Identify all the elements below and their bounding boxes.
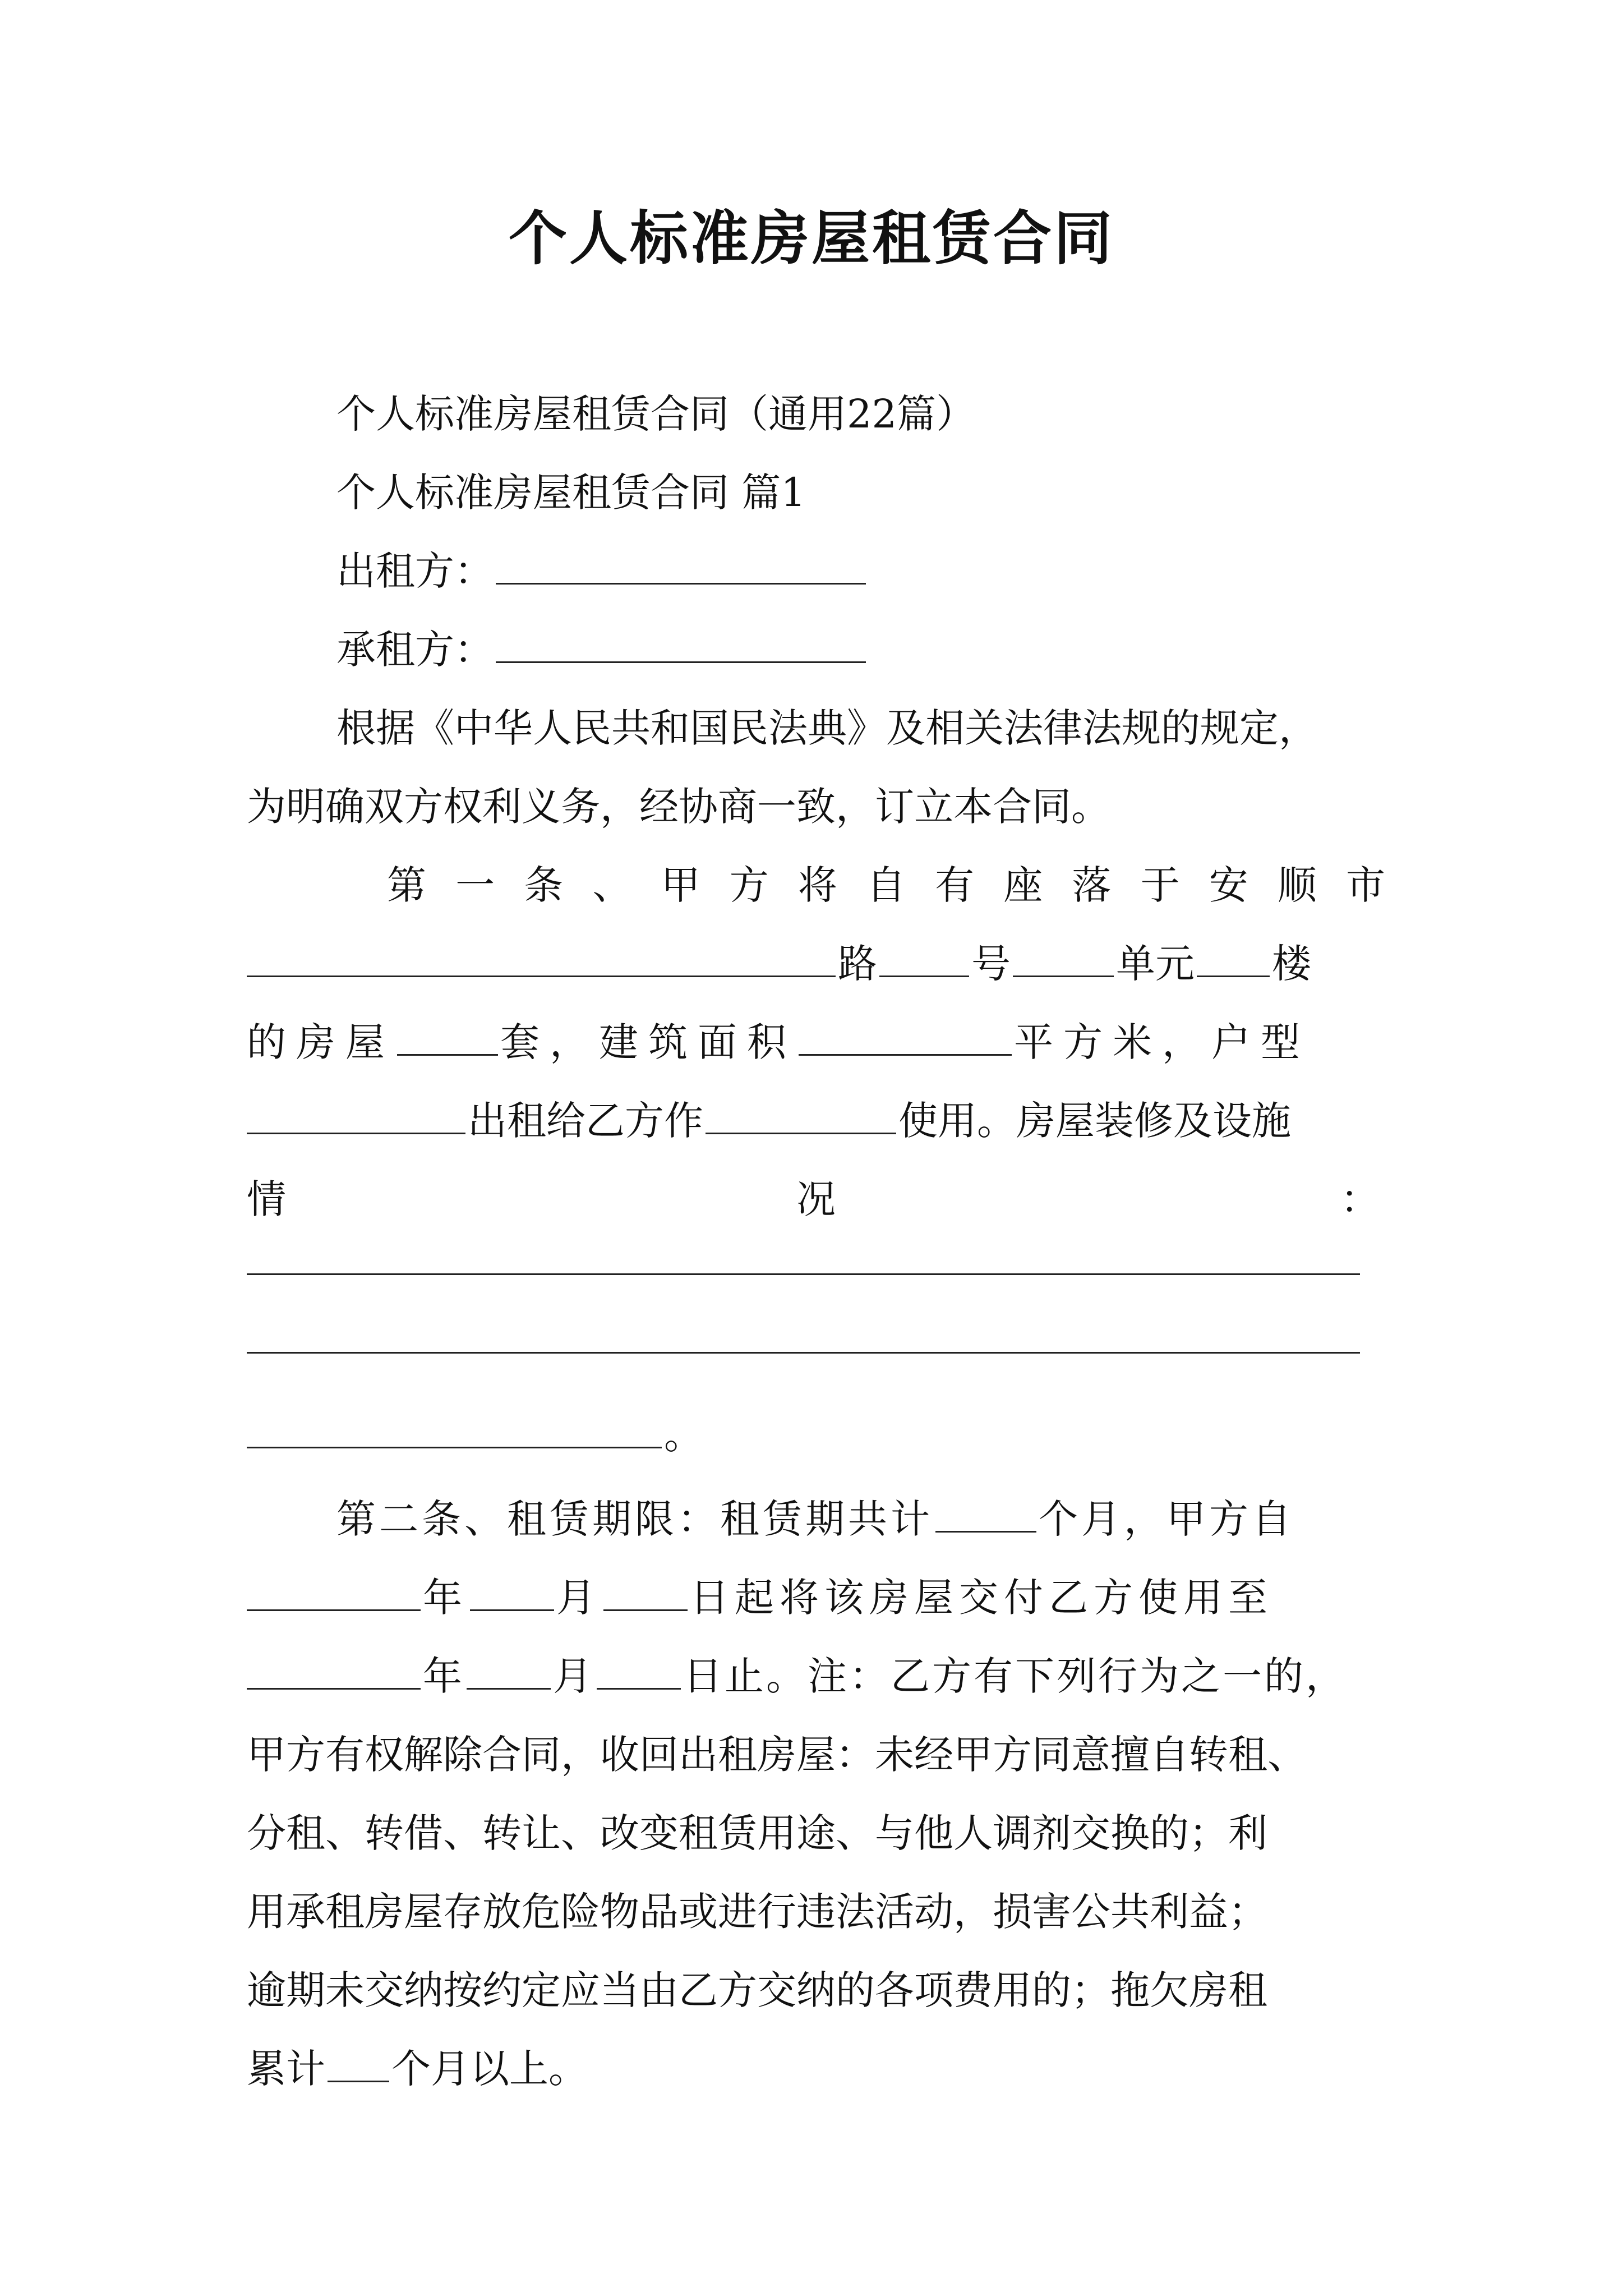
article2-line-4: 甲方有权解除合同，收回出租房屋：未经甲方同意擅自转租、 bbox=[247, 1732, 1307, 1778]
article1-line-4 bbox=[247, 1082, 1385, 1160]
cond-colon: ： bbox=[1340, 1176, 1380, 1222]
article2-line-5: 分租、转借、转让、改变租赁用途、与他人调剂交换的；利 bbox=[247, 1810, 1267, 1856]
start-day-blank bbox=[603, 1570, 688, 1611]
condition-blank-1 bbox=[247, 1273, 1360, 1275]
start-day-label: 日起将该房屋交付乙方使用至 bbox=[690, 1575, 1273, 1621]
start-year-label: 年 bbox=[423, 1575, 468, 1621]
article2-line-6: 用承租房屋存放危险物品或进行违法活动，损害公共利益； bbox=[247, 1889, 1267, 1935]
rent-to-label: 出租给乙方作 bbox=[468, 1098, 703, 1144]
lessor-label: 出租方： bbox=[336, 548, 494, 594]
preamble-line-1: 根据《中华人民共和国民法典》及相关法律法规的规定， bbox=[336, 705, 1318, 751]
lessee-label: 承租方： bbox=[336, 627, 494, 673]
floor-blank bbox=[1197, 936, 1270, 977]
floor-label: 楼 bbox=[1272, 941, 1311, 987]
start-month-label: 月 bbox=[556, 1575, 601, 1621]
arrears-months-blank bbox=[328, 2041, 389, 2082]
end-year-blank bbox=[247, 1649, 421, 1690]
cond-char-2: 况 bbox=[796, 1176, 836, 1222]
area-blank bbox=[799, 1015, 1012, 1056]
sqm-label: 平方米，户型 bbox=[1014, 1019, 1310, 1065]
end-month-label: 月 bbox=[553, 1653, 594, 1699]
number-label: 号 bbox=[971, 941, 1011, 987]
cond-char-1: 情 bbox=[247, 1176, 286, 1222]
article1-line-1: 第 一 条 、 甲 方 将 自 有 座 落 于 安 顺 市 bbox=[387, 862, 1385, 908]
layout-blank bbox=[247, 1093, 465, 1134]
article2-line-2 bbox=[247, 1558, 1385, 1637]
unit-label: 单元 bbox=[1116, 941, 1195, 987]
arrears-suffix: 个月以上。 bbox=[391, 2046, 588, 2092]
start-month-blank bbox=[470, 1570, 554, 1611]
lessor-line bbox=[336, 532, 1385, 610]
start-year-blank bbox=[247, 1570, 421, 1611]
end-day-label: 日止。注：乙方有下列行为之一的， bbox=[683, 1653, 1347, 1699]
arrears-label: 累计 bbox=[247, 2046, 325, 2092]
lessee-line bbox=[336, 610, 1385, 689]
unit-blank bbox=[1013, 936, 1114, 977]
term-months-blank bbox=[935, 1492, 1036, 1533]
section-heading: 个人标准房屋租赁合同 篇1 bbox=[336, 470, 806, 516]
road-number-blank bbox=[879, 936, 969, 977]
city-address-blank bbox=[247, 936, 836, 977]
article1-line-2 bbox=[247, 924, 1385, 1003]
set-blank bbox=[397, 1015, 498, 1056]
condition-blank-3 bbox=[247, 1407, 662, 1448]
article2-line-3 bbox=[247, 1637, 1385, 1715]
condition-blank-2 bbox=[247, 1352, 1360, 1354]
subtitle: 个人标准房屋租赁合同（通用22篇） bbox=[336, 391, 976, 437]
term-from-label: 个月，甲方自 bbox=[1039, 1496, 1294, 1542]
area-label: 套，建筑面积 bbox=[500, 1019, 796, 1065]
article1-line-3 bbox=[247, 1003, 1385, 1082]
end-year-label: 年 bbox=[423, 1653, 464, 1699]
article2-line-7: 逾期未交纳按约定应当由乙方交纳的各项费用的；拖欠房租 bbox=[247, 1967, 1267, 2013]
term-label: 第二条、租赁期限：租赁期共计 bbox=[336, 1496, 933, 1542]
house-label: 的房屋 bbox=[247, 1019, 395, 1065]
road-label: 路 bbox=[838, 941, 877, 987]
article1-line-8 bbox=[247, 1396, 1385, 1474]
lessor-blank bbox=[496, 544, 866, 585]
use-label: 使用。房屋装修及设施 bbox=[898, 1098, 1291, 1144]
article1-period: 。 bbox=[664, 1412, 703, 1458]
end-day-blank bbox=[597, 1649, 681, 1690]
article2-line-1 bbox=[336, 1480, 1385, 1558]
document-title: 个人标准房屋租赁合同 bbox=[508, 204, 1114, 273]
article2-line-8 bbox=[247, 2030, 1385, 2108]
lessee-blank bbox=[496, 622, 866, 663]
use-blank bbox=[706, 1093, 896, 1134]
end-month-blank bbox=[467, 1649, 551, 1690]
preamble-line-2: 为明确双方权利义务，经协商一致，订立本合同。 bbox=[247, 784, 1110, 830]
